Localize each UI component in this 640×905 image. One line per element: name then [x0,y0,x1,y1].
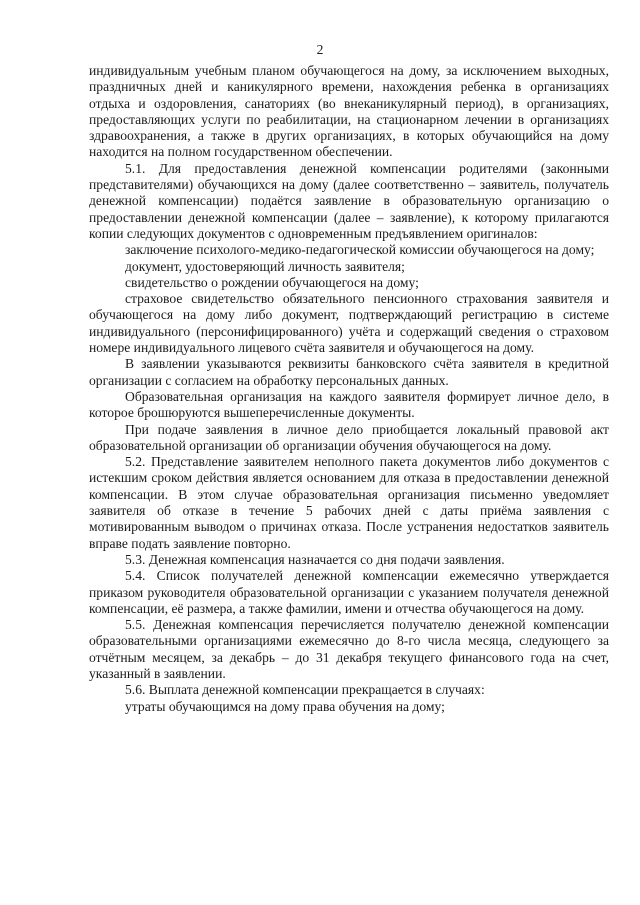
paragraph-5-3: 5.3. Денежная компенсация назначается со дня подачи заявления. [125,551,505,567]
paragraph-5-5: 5.5. Денежная компенсация перечисляется получателю денежной компенсации образовательными организациями ежемесячно до 8-го числа месяца, следующего за отчётным месяцем, за декабрь – до 31 декабря текущего финансового года на счет, указанный в заявлении. [89,617,609,681]
page-number: 2 [316,42,324,57]
paragraph-5-2: 5.2. Представление заявителем неполного пакета документов либо документов с истекшим сроком действия является основанием для отказа в предоставлении денежной компенсации. В этом случае образовательная организация письменно уведомляет заявителя об отказе в течение 5 рабочих дней с даты приёма заявления с мотивированным выводом о причинах отказа. После устранения недостатков заявитель вправе подать заявление повторно. [89,454,609,551]
paragraph-5-1: 5.1. Для предоставления денежной компенсации родителями (законными представителями) обучающихся на дому (далее соответственно – заявитель, получатель денежной компенсации) подаётся заявление в образовательную организацию о предоставлении денежной компенсации (далее – заявление), к которому прилагаются копии следующих документов с одновременным предъявлением оригиналов: [89,160,609,241]
document-body [89,63,609,715]
paragraph-continuation: индивидуальным учебным планом обучающегося на дому, за исключением выходных, праздничных дней и каникулярного времени, нахождения ребенка в организациях отдыха и оздоровления, санаториях (во внеканикулярный период), в организациях, предоставляющих услуги по реабилитации, на стационарном лечении в организациях здравоохранения, а также в других организациях, в которых обучающийся на дому находится на полном государственном обеспечении. [89,63,609,160]
paragraph-5-6: 5.6. Выплата денежной компенсации прекращается в случаях: [125,682,485,698]
list-item-identity-document: документ, удостоверяющий личность заявителя; [125,258,405,274]
list-item-loss-of-right: утраты обучающимся на дому права обучения на дому; [125,698,445,714]
paragraph-personal-file: Образовательная организация на каждого заявителя формирует личное дело, в которое брошюруются вышеперечисленные документы. [89,388,609,421]
paragraph-legal-act: При подаче заявления в личное дело приобщается локальный правовой акт образовательной организации об организации обучения обучающегося на дому. [89,421,609,453]
paragraph-5-4: 5.4. Список получателей денежной компенсации ежемесячно утверждается приказом руководителя образовательной организации с указанием получателя денежной компенсации, её размера, а также фамилии, имени и отчества обучающегося на дому. [89,568,609,616]
list-item-birth-certificate: свидетельство о рождении обучающегося на дому; [125,274,419,290]
list-item-pmpk-conclusion: заключение психолого-медико-педагогической комиссии обучающегося на дому; [125,242,595,258]
paragraph-bank-details: В заявлении указываются реквизиты банковского счёта заявителя в кредитной организации с согласием на обработку персональных данных. [89,356,609,388]
list-item-insurance-certificate: страховое свидетельство обязательного пенсионного страхования заявителя и обучающегося на дому либо документ, подтверждающий регистрацию в системе индивидуального (персонифицированного) учёта и содержащий сведения о страховом номере индивидуального лицевого счёта заявителя и обучающегося на дому. [89,291,609,356]
